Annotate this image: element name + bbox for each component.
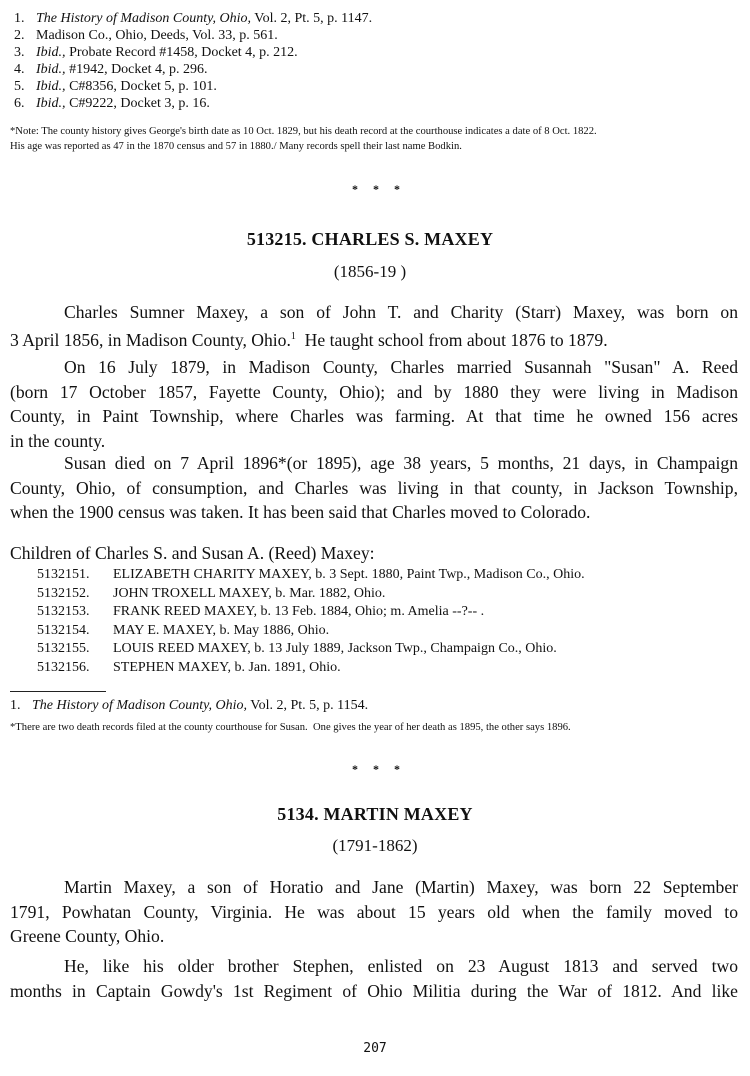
- section-separator: * * *: [352, 182, 406, 196]
- list-item: 5132153. FRANK REED MAXEY, b. 13 Feb. 1884, Ohio; m. Amelia --?-- .: [37, 604, 485, 619]
- text-line: He, like his older brother Stephen, enlisted on 23 August 1813 and served two: [64, 956, 738, 976]
- text-line: Martin Maxey, a son of Horatio and Jane (Martin) Maxey, was born 22 September: [64, 877, 738, 897]
- page-number: 207: [363, 1041, 387, 1056]
- list-item: 5132154. MAY E. MAXEY, b. May 1886, Ohio.: [37, 622, 330, 638]
- text-line: Greene County, Ohio.: [10, 926, 165, 946]
- paragraph: [10, 300, 738, 352]
- list-item: 5132152. JOHN TROXELL MAXEY, b. Mar. 1882, Ohio.: [37, 585, 386, 601]
- paragraph: [10, 954, 738, 1003]
- footnote-rule: [10, 691, 106, 692]
- paragraph: [10, 451, 738, 525]
- text-line: Charles Sumner Maxey, a son of John T. and Charity (Starr) Maxey, was born on: [64, 302, 738, 322]
- footnote-item: 1. The History of Madison County, Ohio, Vol. 2, Pt. 5, p. 1154.: [10, 698, 369, 713]
- text-line: County, Ohio, of consumption, and Charles was living in that county, in Jackson Township,: [10, 477, 738, 498]
- text-line: in the county.: [10, 430, 106, 451]
- text-line: 1791, Powhatan County, Virginia. He was about 15 years old when the family moved to: [10, 901, 738, 922]
- section-heading: 513215. CHARLES S. MAXEY: [246, 229, 494, 249]
- children-list: [37, 566, 585, 677]
- footnote-item: 6. Ibid., C#9222, Docket 3, p. 16.: [14, 96, 210, 111]
- footnote-note: *There are two death records filed at the county courthouse for Susan. One gives the year of her death as 1895, the other says 1896.: [10, 722, 571, 733]
- text-line: On 16 July 1879, in Madison County, Charles married Susannah "Susan" A. Reed: [64, 357, 738, 377]
- footnote-item: 5. Ibid., C#8356, Docket 5, p. 101.: [14, 79, 217, 94]
- section-dates: (1791-1862): [332, 836, 418, 855]
- children-heading: Children of Charles S. and Susan A. (Reed) Maxey:: [10, 543, 375, 563]
- paragraph: [10, 875, 738, 949]
- footnote-item: 4. Ibid., #1942, Docket 4, p. 296.: [14, 62, 208, 77]
- section-dates: (1856-19 ): [333, 262, 407, 281]
- top-footnote-list: [14, 10, 372, 112]
- footnote-item: 3. Ibid., Probate Record #1458, Docket 4, p. 212.: [14, 45, 298, 60]
- footnote-ref: 1: [290, 330, 296, 342]
- text-line: months in Captain Gowdy's 1st Regiment of Ohio Militia during the War of 1812. And like: [10, 980, 738, 1001]
- paragraph: [10, 355, 738, 453]
- section-heading: 5134. MARTIN MAXEY: [277, 804, 473, 824]
- footnote-item: 2. Madison Co., Ohio, Deeds, Vol. 33, p. 561.: [14, 28, 278, 43]
- text-line: Susan died on 7 April 1896*(or 1895), age 38 years, 5 months, 21 days, in Champaign: [64, 453, 738, 473]
- text-line: (born 17 October 1857, Fayette County, Ohio); and by 1880 they were living in Madison: [10, 381, 738, 402]
- top-note-line: *Note: The county history gives George's birth date as 10 Oct. 1829, but his death record at the courthouse indicates a date of 8 Oct. 1822.: [10, 126, 597, 137]
- footnote-item: 1. The History of Madison County, Ohio, Vol. 2, Pt. 5, p. 1147.: [14, 11, 373, 26]
- top-note-line: His age was reported as 47 in the 1870 census and 57 in 1880./ Many records spell their last name Bodkin.: [10, 141, 462, 152]
- section-separator: * * *: [352, 762, 406, 776]
- top-note: [10, 124, 597, 154]
- list-item: 5132156. STEPHEN MAXEY, b. Jan. 1891, Ohio.: [37, 659, 341, 675]
- text-line: County, in Paint Township, where Charles was farming. At that time he owned 156 acres: [10, 406, 738, 426]
- text-line: 3 April 1856, in Madison County, Ohio.$^1$ He taught school from about 1876 to 1879.: [10, 329, 608, 350]
- list-item: 5132151. ELIZABETH CHARITY MAXEY, b. 3 Sept. 1880, Paint Twp., Madison Co., Ohio.: [37, 567, 585, 582]
- text-line: when the 1900 census was taken. It has been said that Charles moved to Colorado.: [10, 502, 591, 522]
- list-item: 5132155. LOUIS REED MAXEY, b. 13 July 1889, Jackson Twp., Champaign Co., Ohio.: [37, 641, 557, 656]
